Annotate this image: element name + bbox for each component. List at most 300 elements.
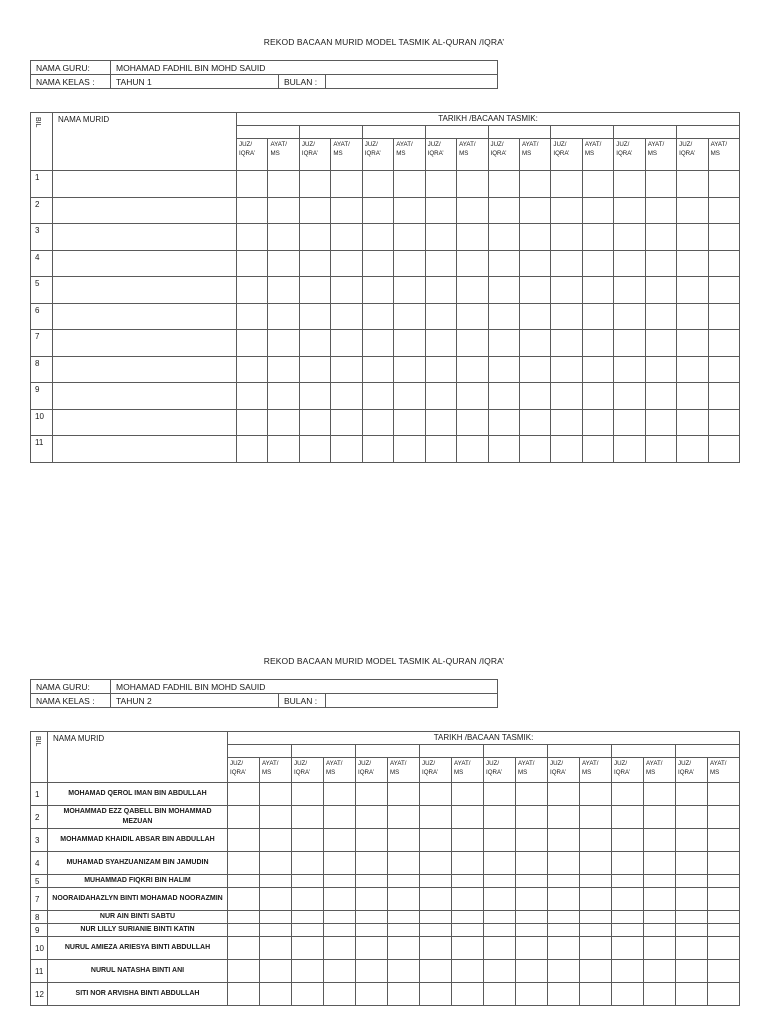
record-cell[interactable] bbox=[237, 224, 268, 251]
record-cell[interactable] bbox=[676, 852, 708, 875]
record-cell[interactable] bbox=[228, 829, 260, 852]
record-cell[interactable] bbox=[614, 277, 645, 304]
record-cell[interactable] bbox=[425, 436, 456, 463]
record-cell[interactable] bbox=[551, 330, 582, 357]
record-cell[interactable] bbox=[331, 409, 362, 436]
record-cell[interactable] bbox=[237, 171, 268, 198]
record-cell[interactable] bbox=[356, 806, 388, 829]
student-name-cell[interactable] bbox=[53, 250, 237, 277]
record-cell[interactable] bbox=[420, 829, 452, 852]
record-cell[interactable] bbox=[457, 383, 488, 410]
record-cell[interactable] bbox=[299, 224, 330, 251]
record-cell[interactable] bbox=[260, 924, 292, 937]
record-cell[interactable] bbox=[268, 197, 299, 224]
record-cell[interactable] bbox=[708, 888, 740, 911]
record-cell[interactable] bbox=[708, 937, 740, 960]
record-cell[interactable] bbox=[268, 250, 299, 277]
record-cell[interactable] bbox=[612, 937, 644, 960]
record-cell[interactable] bbox=[356, 888, 388, 911]
record-cell[interactable] bbox=[645, 250, 676, 277]
record-cell[interactable] bbox=[582, 330, 613, 357]
record-cell[interactable] bbox=[551, 409, 582, 436]
record-cell[interactable] bbox=[420, 888, 452, 911]
record-cell[interactable] bbox=[362, 303, 393, 330]
record-cell[interactable] bbox=[614, 409, 645, 436]
record-cell[interactable] bbox=[237, 250, 268, 277]
record-cell[interactable] bbox=[519, 303, 550, 330]
date-cell[interactable] bbox=[425, 126, 488, 139]
record-cell[interactable] bbox=[452, 924, 484, 937]
record-cell[interactable] bbox=[580, 888, 612, 911]
record-cell[interactable] bbox=[551, 224, 582, 251]
record-cell[interactable] bbox=[420, 960, 452, 983]
record-cell[interactable] bbox=[548, 960, 580, 983]
record-cell[interactable] bbox=[228, 983, 260, 1006]
record-cell[interactable] bbox=[580, 960, 612, 983]
record-cell[interactable] bbox=[677, 436, 708, 463]
record-cell[interactable] bbox=[677, 250, 708, 277]
record-cell[interactable] bbox=[484, 875, 516, 888]
record-cell[interactable] bbox=[708, 171, 740, 198]
student-name-cell[interactable] bbox=[53, 197, 237, 224]
record-cell[interactable] bbox=[331, 224, 362, 251]
record-cell[interactable] bbox=[420, 852, 452, 875]
date-cell[interactable] bbox=[299, 126, 362, 139]
record-cell[interactable] bbox=[331, 171, 362, 198]
record-cell[interactable] bbox=[488, 436, 519, 463]
record-cell[interactable] bbox=[676, 937, 708, 960]
record-cell[interactable] bbox=[519, 224, 550, 251]
record-cell[interactable] bbox=[292, 924, 324, 937]
record-cell[interactable] bbox=[420, 983, 452, 1006]
record-cell[interactable] bbox=[488, 383, 519, 410]
record-cell[interactable] bbox=[677, 330, 708, 357]
record-cell[interactable] bbox=[519, 409, 550, 436]
date-cell[interactable] bbox=[548, 745, 612, 758]
record-cell[interactable] bbox=[548, 888, 580, 911]
record-cell[interactable] bbox=[488, 171, 519, 198]
record-cell[interactable] bbox=[612, 911, 644, 924]
date-cell[interactable] bbox=[228, 745, 292, 758]
record-cell[interactable] bbox=[708, 924, 740, 937]
record-cell[interactable] bbox=[519, 197, 550, 224]
record-cell[interactable] bbox=[519, 436, 550, 463]
record-cell[interactable] bbox=[299, 171, 330, 198]
month-value[interactable] bbox=[326, 694, 498, 708]
record-cell[interactable] bbox=[228, 806, 260, 829]
record-cell[interactable] bbox=[614, 330, 645, 357]
record-cell[interactable] bbox=[362, 330, 393, 357]
record-cell[interactable] bbox=[580, 924, 612, 937]
record-cell[interactable] bbox=[582, 409, 613, 436]
record-cell[interactable] bbox=[260, 911, 292, 924]
record-cell[interactable] bbox=[452, 829, 484, 852]
record-cell[interactable] bbox=[425, 303, 456, 330]
record-cell[interactable] bbox=[548, 852, 580, 875]
record-cell[interactable] bbox=[237, 409, 268, 436]
record-cell[interactable] bbox=[356, 960, 388, 983]
record-cell[interactable] bbox=[484, 937, 516, 960]
record-cell[interactable] bbox=[394, 250, 425, 277]
record-cell[interactable] bbox=[331, 303, 362, 330]
record-cell[interactable] bbox=[457, 277, 488, 304]
record-cell[interactable] bbox=[612, 983, 644, 1006]
record-cell[interactable] bbox=[548, 924, 580, 937]
date-cell[interactable] bbox=[612, 745, 676, 758]
record-cell[interactable] bbox=[519, 171, 550, 198]
record-cell[interactable] bbox=[645, 383, 676, 410]
record-cell[interactable] bbox=[551, 250, 582, 277]
record-cell[interactable] bbox=[484, 783, 516, 806]
record-cell[interactable] bbox=[394, 436, 425, 463]
month-value[interactable] bbox=[326, 75, 498, 89]
record-cell[interactable] bbox=[548, 783, 580, 806]
date-cell[interactable] bbox=[420, 745, 484, 758]
record-cell[interactable] bbox=[260, 806, 292, 829]
record-cell[interactable] bbox=[331, 330, 362, 357]
record-cell[interactable] bbox=[420, 875, 452, 888]
record-cell[interactable] bbox=[394, 409, 425, 436]
record-cell[interactable] bbox=[580, 852, 612, 875]
student-name-cell[interactable] bbox=[53, 224, 237, 251]
record-cell[interactable] bbox=[268, 303, 299, 330]
record-cell[interactable] bbox=[362, 224, 393, 251]
record-cell[interactable] bbox=[260, 829, 292, 852]
record-cell[interactable] bbox=[708, 250, 740, 277]
student-name-cell[interactable] bbox=[53, 277, 237, 304]
record-cell[interactable] bbox=[519, 330, 550, 357]
record-cell[interactable] bbox=[677, 224, 708, 251]
record-cell[interactable] bbox=[519, 277, 550, 304]
record-cell[interactable] bbox=[488, 277, 519, 304]
record-cell[interactable] bbox=[516, 783, 548, 806]
record-cell[interactable] bbox=[488, 356, 519, 383]
record-cell[interactable] bbox=[516, 960, 548, 983]
record-cell[interactable] bbox=[299, 409, 330, 436]
record-cell[interactable] bbox=[260, 852, 292, 875]
record-cell[interactable] bbox=[452, 852, 484, 875]
record-cell[interactable] bbox=[582, 224, 613, 251]
record-cell[interactable] bbox=[614, 197, 645, 224]
record-cell[interactable] bbox=[292, 983, 324, 1006]
record-cell[interactable] bbox=[708, 436, 740, 463]
record-cell[interactable] bbox=[425, 250, 456, 277]
record-cell[interactable] bbox=[488, 409, 519, 436]
record-cell[interactable] bbox=[644, 852, 676, 875]
record-cell[interactable] bbox=[228, 911, 260, 924]
record-cell[interactable] bbox=[645, 356, 676, 383]
record-cell[interactable] bbox=[324, 875, 356, 888]
record-cell[interactable] bbox=[228, 924, 260, 937]
record-cell[interactable] bbox=[551, 171, 582, 198]
record-cell[interactable] bbox=[324, 829, 356, 852]
record-cell[interactable] bbox=[228, 875, 260, 888]
record-cell[interactable] bbox=[394, 330, 425, 357]
record-cell[interactable] bbox=[260, 888, 292, 911]
record-cell[interactable] bbox=[299, 277, 330, 304]
record-cell[interactable] bbox=[484, 888, 516, 911]
record-cell[interactable] bbox=[268, 436, 299, 463]
record-cell[interactable] bbox=[237, 330, 268, 357]
record-cell[interactable] bbox=[331, 250, 362, 277]
record-cell[interactable] bbox=[228, 888, 260, 911]
record-cell[interactable] bbox=[228, 937, 260, 960]
record-cell[interactable] bbox=[452, 783, 484, 806]
record-cell[interactable] bbox=[582, 436, 613, 463]
record-cell[interactable] bbox=[484, 924, 516, 937]
record-cell[interactable] bbox=[388, 960, 420, 983]
record-cell[interactable] bbox=[676, 888, 708, 911]
record-cell[interactable] bbox=[260, 875, 292, 888]
record-cell[interactable] bbox=[676, 875, 708, 888]
record-cell[interactable] bbox=[548, 806, 580, 829]
record-cell[interactable] bbox=[551, 277, 582, 304]
record-cell[interactable] bbox=[362, 171, 393, 198]
record-cell[interactable] bbox=[420, 911, 452, 924]
record-cell[interactable] bbox=[614, 303, 645, 330]
record-cell[interactable] bbox=[516, 875, 548, 888]
record-cell[interactable] bbox=[260, 937, 292, 960]
record-cell[interactable] bbox=[612, 783, 644, 806]
record-cell[interactable] bbox=[237, 303, 268, 330]
record-cell[interactable] bbox=[394, 277, 425, 304]
record-cell[interactable] bbox=[708, 829, 740, 852]
record-cell[interactable] bbox=[324, 924, 356, 937]
record-cell[interactable] bbox=[484, 806, 516, 829]
record-cell[interactable] bbox=[614, 171, 645, 198]
record-cell[interactable] bbox=[644, 911, 676, 924]
record-cell[interactable] bbox=[612, 888, 644, 911]
student-name-cell[interactable] bbox=[53, 409, 237, 436]
record-cell[interactable] bbox=[612, 960, 644, 983]
record-cell[interactable] bbox=[331, 277, 362, 304]
record-cell[interactable] bbox=[708, 224, 740, 251]
record-cell[interactable] bbox=[614, 383, 645, 410]
record-cell[interactable] bbox=[676, 783, 708, 806]
record-cell[interactable] bbox=[292, 806, 324, 829]
record-cell[interactable] bbox=[484, 960, 516, 983]
student-name-cell[interactable] bbox=[53, 383, 237, 410]
record-cell[interactable] bbox=[708, 383, 740, 410]
record-cell[interactable] bbox=[268, 224, 299, 251]
date-cell[interactable] bbox=[614, 126, 677, 139]
record-cell[interactable] bbox=[516, 937, 548, 960]
record-cell[interactable] bbox=[612, 924, 644, 937]
record-cell[interactable] bbox=[457, 436, 488, 463]
record-cell[interactable] bbox=[292, 783, 324, 806]
record-cell[interactable] bbox=[452, 983, 484, 1006]
record-cell[interactable] bbox=[292, 852, 324, 875]
date-cell[interactable] bbox=[484, 745, 548, 758]
record-cell[interactable] bbox=[457, 197, 488, 224]
record-cell[interactable] bbox=[425, 409, 456, 436]
record-cell[interactable] bbox=[299, 383, 330, 410]
record-cell[interactable] bbox=[519, 383, 550, 410]
record-cell[interactable] bbox=[292, 937, 324, 960]
record-cell[interactable] bbox=[580, 806, 612, 829]
record-cell[interactable] bbox=[488, 330, 519, 357]
record-cell[interactable] bbox=[645, 409, 676, 436]
record-cell[interactable] bbox=[331, 436, 362, 463]
record-cell[interactable] bbox=[644, 875, 676, 888]
record-cell[interactable] bbox=[612, 852, 644, 875]
record-cell[interactable] bbox=[299, 436, 330, 463]
record-cell[interactable] bbox=[362, 409, 393, 436]
record-cell[interactable] bbox=[299, 197, 330, 224]
record-cell[interactable] bbox=[488, 303, 519, 330]
student-name-cell[interactable] bbox=[53, 171, 237, 198]
record-cell[interactable] bbox=[484, 829, 516, 852]
record-cell[interactable] bbox=[677, 197, 708, 224]
record-cell[interactable] bbox=[394, 383, 425, 410]
record-cell[interactable] bbox=[228, 960, 260, 983]
record-cell[interactable] bbox=[676, 806, 708, 829]
record-cell[interactable] bbox=[488, 250, 519, 277]
record-cell[interactable] bbox=[237, 383, 268, 410]
record-cell[interactable] bbox=[268, 277, 299, 304]
record-cell[interactable] bbox=[614, 356, 645, 383]
record-cell[interactable] bbox=[268, 409, 299, 436]
record-cell[interactable] bbox=[614, 250, 645, 277]
record-cell[interactable] bbox=[708, 277, 740, 304]
record-cell[interactable] bbox=[394, 303, 425, 330]
record-cell[interactable] bbox=[548, 875, 580, 888]
record-cell[interactable] bbox=[356, 829, 388, 852]
record-cell[interactable] bbox=[452, 806, 484, 829]
record-cell[interactable] bbox=[582, 250, 613, 277]
student-name-cell[interactable] bbox=[53, 330, 237, 357]
record-cell[interactable] bbox=[388, 888, 420, 911]
record-cell[interactable] bbox=[516, 852, 548, 875]
record-cell[interactable] bbox=[356, 924, 388, 937]
record-cell[interactable] bbox=[677, 356, 708, 383]
record-cell[interactable] bbox=[519, 250, 550, 277]
record-cell[interactable] bbox=[548, 983, 580, 1006]
record-cell[interactable] bbox=[299, 303, 330, 330]
record-cell[interactable] bbox=[268, 171, 299, 198]
record-cell[interactable] bbox=[614, 224, 645, 251]
record-cell[interactable] bbox=[645, 303, 676, 330]
record-cell[interactable] bbox=[457, 330, 488, 357]
record-cell[interactable] bbox=[324, 983, 356, 1006]
record-cell[interactable] bbox=[677, 409, 708, 436]
record-cell[interactable] bbox=[580, 875, 612, 888]
record-cell[interactable] bbox=[260, 983, 292, 1006]
record-cell[interactable] bbox=[645, 330, 676, 357]
record-cell[interactable] bbox=[582, 303, 613, 330]
record-cell[interactable] bbox=[425, 277, 456, 304]
record-cell[interactable] bbox=[420, 783, 452, 806]
record-cell[interactable] bbox=[708, 960, 740, 983]
record-cell[interactable] bbox=[645, 224, 676, 251]
record-cell[interactable] bbox=[708, 197, 740, 224]
record-cell[interactable] bbox=[516, 806, 548, 829]
record-cell[interactable] bbox=[708, 806, 740, 829]
record-cell[interactable] bbox=[237, 436, 268, 463]
record-cell[interactable] bbox=[268, 330, 299, 357]
record-cell[interactable] bbox=[645, 171, 676, 198]
date-cell[interactable] bbox=[488, 126, 551, 139]
record-cell[interactable] bbox=[362, 383, 393, 410]
record-cell[interactable] bbox=[260, 783, 292, 806]
record-cell[interactable] bbox=[356, 911, 388, 924]
record-cell[interactable] bbox=[425, 330, 456, 357]
record-cell[interactable] bbox=[452, 875, 484, 888]
record-cell[interactable] bbox=[452, 888, 484, 911]
record-cell[interactable] bbox=[676, 924, 708, 937]
record-cell[interactable] bbox=[420, 937, 452, 960]
record-cell[interactable] bbox=[420, 924, 452, 937]
record-cell[interactable] bbox=[708, 983, 740, 1006]
record-cell[interactable] bbox=[457, 409, 488, 436]
record-cell[interactable] bbox=[388, 911, 420, 924]
record-cell[interactable] bbox=[324, 852, 356, 875]
record-cell[interactable] bbox=[551, 197, 582, 224]
record-cell[interactable] bbox=[676, 829, 708, 852]
record-cell[interactable] bbox=[331, 356, 362, 383]
record-cell[interactable] bbox=[644, 983, 676, 1006]
record-cell[interactable] bbox=[519, 356, 550, 383]
record-cell[interactable] bbox=[644, 806, 676, 829]
record-cell[interactable] bbox=[484, 852, 516, 875]
date-cell[interactable] bbox=[356, 745, 420, 758]
record-cell[interactable] bbox=[388, 875, 420, 888]
record-cell[interactable] bbox=[425, 197, 456, 224]
record-cell[interactable] bbox=[457, 224, 488, 251]
record-cell[interactable] bbox=[268, 383, 299, 410]
record-cell[interactable] bbox=[299, 330, 330, 357]
record-cell[interactable] bbox=[645, 197, 676, 224]
record-cell[interactable] bbox=[516, 924, 548, 937]
record-cell[interactable] bbox=[677, 171, 708, 198]
record-cell[interactable] bbox=[331, 197, 362, 224]
record-cell[interactable] bbox=[457, 250, 488, 277]
date-cell[interactable] bbox=[551, 126, 614, 139]
record-cell[interactable] bbox=[484, 911, 516, 924]
record-cell[interactable] bbox=[388, 924, 420, 937]
record-cell[interactable] bbox=[457, 356, 488, 383]
record-cell[interactable] bbox=[612, 829, 644, 852]
record-cell[interactable] bbox=[324, 806, 356, 829]
record-cell[interactable] bbox=[324, 888, 356, 911]
record-cell[interactable] bbox=[548, 937, 580, 960]
record-cell[interactable] bbox=[580, 911, 612, 924]
record-cell[interactable] bbox=[551, 383, 582, 410]
record-cell[interactable] bbox=[582, 277, 613, 304]
record-cell[interactable] bbox=[388, 937, 420, 960]
record-cell[interactable] bbox=[394, 171, 425, 198]
record-cell[interactable] bbox=[292, 911, 324, 924]
record-cell[interactable] bbox=[580, 829, 612, 852]
record-cell[interactable] bbox=[457, 171, 488, 198]
record-cell[interactable] bbox=[228, 852, 260, 875]
record-cell[interactable] bbox=[488, 224, 519, 251]
record-cell[interactable] bbox=[324, 937, 356, 960]
record-cell[interactable] bbox=[425, 171, 456, 198]
record-cell[interactable] bbox=[237, 197, 268, 224]
record-cell[interactable] bbox=[356, 852, 388, 875]
record-cell[interactable] bbox=[644, 924, 676, 937]
record-cell[interactable] bbox=[516, 829, 548, 852]
record-cell[interactable] bbox=[237, 277, 268, 304]
record-cell[interactable] bbox=[612, 875, 644, 888]
record-cell[interactable] bbox=[362, 250, 393, 277]
record-cell[interactable] bbox=[582, 383, 613, 410]
record-cell[interactable] bbox=[425, 383, 456, 410]
record-cell[interactable] bbox=[292, 829, 324, 852]
record-cell[interactable] bbox=[548, 911, 580, 924]
record-cell[interactable] bbox=[551, 303, 582, 330]
